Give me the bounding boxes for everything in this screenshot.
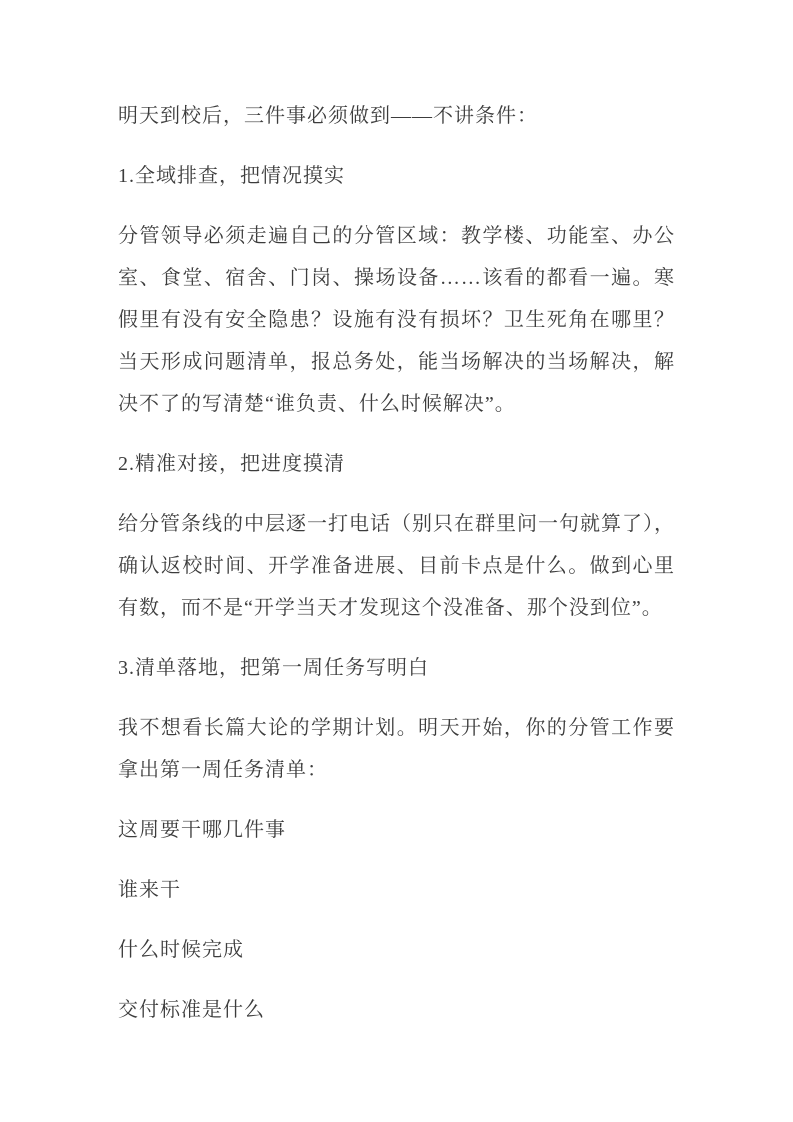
list-item-what: 这周要干哪几件事: [118, 819, 286, 841]
heading-item-3: 3.清单落地，把第一周任务写明白: [118, 657, 429, 679]
list-item-who: 谁来干: [118, 879, 181, 901]
list-item-when: 什么时候完成: [118, 939, 244, 961]
list-item-standard: 交付标准是什么: [118, 999, 265, 1021]
document-body: [118, 95, 675, 1049]
heading-item-2: 2.精准对接，把进度摸清: [118, 453, 345, 475]
intro-line: 明天到校后，三件事必须做到——不讲条件：: [118, 105, 538, 127]
heading-item-1: 1.全域排查，把情况摸实: [118, 165, 345, 187]
paragraph-item-3-body: 我不想看长篇大论的学期计划。明天开始，你的分管工作要拿出第一周任务清单：: [118, 717, 675, 781]
paragraph-item-2-body: 给分管条线的中层逐一打电话（别只在群里问一句就算了），确认返校时间、开学准备进展、目前卡点是什么。做到心里有数，而不是“开学当天才发现这个没准备、那个没到位”。: [118, 513, 675, 619]
paragraph-item-1-body: 分管领导必须走遍自己的分管区域：教学楼、功能室、办公室、食堂、宿舍、门岗、操场设备……该看的都看一遍。寒假里有没有安全隐患？设施有没有损坏？卫生死角在哪里？当天形成问题清单，报总务处，能当场解决的当场解决，解决不了的写清楚“谁负责、什么时候解决”。: [118, 225, 675, 415]
